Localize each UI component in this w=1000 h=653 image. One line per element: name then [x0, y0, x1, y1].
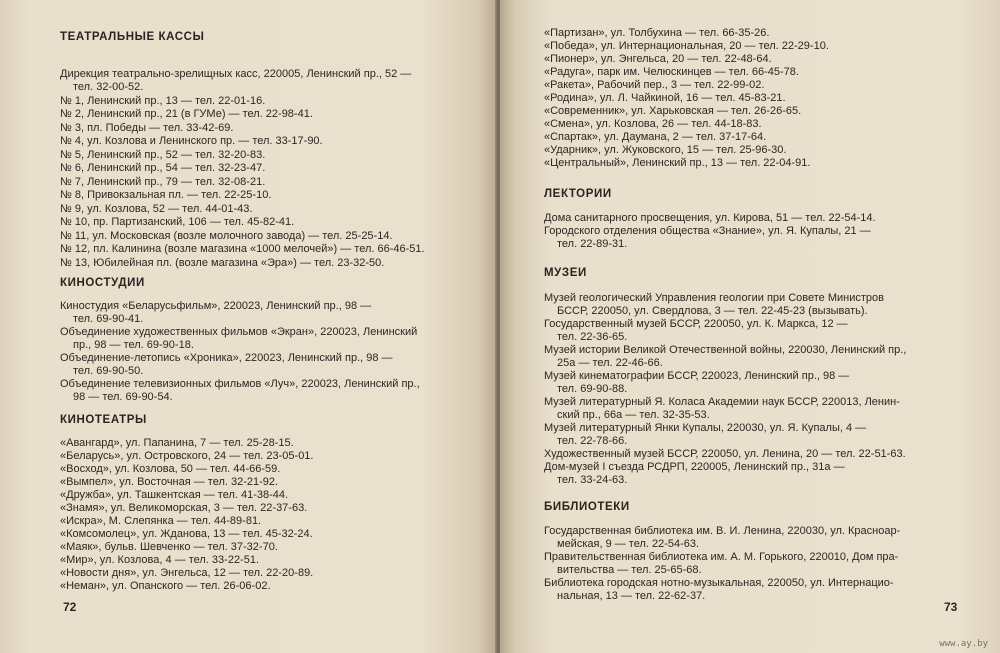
list-item: № 6, Ленинский пр., 54 — тел. 32-23-47. [60, 162, 266, 174]
list-item: «Радуга», парк им. Челюскинцев — тел. 66-45-78. [544, 66, 799, 78]
list-item: № 3, пл. Победы — тел. 33-42-69. [60, 122, 234, 134]
list-item: «Маяк», бульв. Шевченко — тел. 37-32-70. [60, 541, 278, 553]
list-item: «Авангард», ул. Папанина, 7 — тел. 25-28-15. [60, 437, 294, 449]
list-item: тел. 69-90-88. [557, 383, 628, 395]
list-item: «Партизан», ул. Толбухина — тел. 66-35-26. [544, 27, 770, 39]
list-item: Библиотека городская нотно-музыкальная, 220050, ул. Интернацио- [544, 577, 894, 589]
list-item: «Центральный», Ленинский пр., 13 — тел. 22-04-91. [544, 157, 811, 169]
list-item: «Новости дня», ул. Энгельса, 12 — тел. 22-20-89. [60, 567, 314, 579]
watermark: www.ay.by [939, 639, 988, 649]
right-page [500, 0, 1000, 653]
list-item: Правительственная библиотека им. А. М. Горького, 220010, Дом пра- [544, 551, 899, 563]
heading-film-studios: КИНОСТУДИИ [60, 277, 145, 289]
list-item: тел. 69-90-41. [73, 313, 144, 325]
page-number: 72 [63, 600, 77, 614]
list-item: № 1, Ленинский пр., 13 — тел. 22-01-16. [60, 95, 266, 107]
list-item: «Неман», ул. Опанского — тел. 26-06-02. [60, 580, 271, 592]
list-item: Музей литературный Янки Купалы, 220030, ул. Я. Купалы, 4 — [544, 422, 867, 434]
list-item: «Победа», ул. Интернациональная, 20 — тел. 22-29-10. [544, 40, 829, 52]
list-item: Дома санитарного просвещения, ул. Кирова, 51 — тел. 22-54-14. [544, 212, 876, 224]
list-item: 25а — тел. 22-46-66. [557, 357, 663, 369]
list-item: «Комсомолец», ул. Жданова, 13 — тел. 45-32-24. [60, 528, 313, 540]
list-item: Музей геологический Управления геологии при Совете Министров [544, 292, 884, 304]
list-item: тел. 22-36-65. [557, 331, 628, 343]
list-item: тел. 22-89-31. [557, 238, 628, 250]
page-number: 73 [944, 600, 958, 614]
list-item: № 7, Ленинский пр., 79 — тел. 32-08-21. [60, 176, 266, 188]
list-item: «Дружба», ул. Ташкентская — тел. 41-38-44. [60, 489, 289, 501]
list-item: ский пр., 66а — тел. 32-35-53. [557, 409, 710, 421]
list-item: Городского отделения общества «Знание», ул. Я. Купалы, 21 — [544, 225, 871, 237]
list-item: № 10, пр. Партизанский, 106 — тел. 45-82-41. [60, 216, 295, 228]
left-page [0, 0, 497, 653]
heading-museums: МУЗЕИ [544, 267, 587, 279]
list-item: «Родина», ул. Л. Чайкиной, 16 — тел. 45-83-21. [544, 92, 786, 104]
list-item: «Смена», ул. Козлова, 26 — тел. 44-18-83. [544, 118, 762, 130]
list-item: Объединение телевизионных фильмов «Луч», 220023, Ленинский пр., [60, 378, 420, 390]
list-item: № 2, Ленинский пр., 21 (в ГУМе) — тел. 22-98-41. [60, 108, 313, 120]
list-item: «Пионер», ул. Энгельса, 20 — тел. 22-48-64. [544, 53, 772, 65]
list-item: Музей литературный Я. Коласа Академии наук БССР, 220013, Ленин- [544, 396, 900, 408]
list-item: «Мир», ул. Козлова, 4 — тел. 33-22-51. [60, 554, 260, 566]
list-item: «Искра», М. Слепянка — тел. 44-89-81. [60, 515, 262, 527]
list-item: нальная, 13 — тел. 22-62-37. [557, 590, 706, 602]
list-item: «Ударник», ул. Жуковского, 15 — тел. 25-96-30. [544, 144, 787, 156]
list-item: «Спартак», ул. Даумана, 2 — тел. 37-17-64. [544, 131, 767, 143]
list-item: Музей истории Великой Отечественной войны, 220030, Ленинский пр., [544, 344, 907, 356]
list-item: Объединение художественных фильмов «Экран», 220023, Ленинский [60, 326, 418, 338]
list-item: «Современник», ул. Харьковская — тел. 26-26-65. [544, 105, 802, 117]
list-item: № 11, ул. Московская (возле молочного завода) — тел. 25-25-14. [60, 230, 393, 242]
list-item: № 8, Привокзальная пл. — тел. 22-25-10. [60, 189, 272, 201]
list-item: Объединение-летопись «Хроника», 220023, Ленинский пр., 98 — [60, 352, 393, 364]
heading-lecture-halls: ЛЕКТОРИИ [544, 188, 612, 200]
list-item: № 4, ул. Козлова и Ленинского пр. — тел. 33-17-90. [60, 135, 323, 147]
list-item: № 12, пл. Калинина (возле магазина «1000 мелочей») — тел. 66-46-51. [60, 243, 425, 255]
heading-cinemas: КИНОТЕАТРЫ [60, 414, 147, 426]
list-item: вительства — тел. 25-65-68. [557, 564, 702, 576]
list-item: тел. 33-24-63. [557, 474, 628, 486]
list-item: «Знамя», ул. Великоморская, 3 — тел. 22-37-63. [60, 502, 308, 514]
heading-theatre-ticket-offices: ТЕАТРАЛЬНЫЕ КАССЫ [60, 31, 205, 43]
list-item: Дом-музей I съезда РСДРП, 220005, Ленинский пр., 31а — [544, 461, 845, 473]
list-item: № 9, ул. Козлова, 52 — тел. 44-01-43. [60, 203, 253, 215]
list-item: 98 — тел. 69-90-54. [73, 391, 173, 403]
list-item: тел. 32-00-52. [73, 81, 144, 93]
list-item: № 13, Юбилейная пл. (возле магазина «Эра») — тел. 23-32-50. [60, 257, 385, 269]
list-item: Художественный музей БССР, 220050, ул. Ленина, 20 — тел. 22-51-63. [544, 448, 906, 460]
list-item: «Ракета», Рабочий пер., 3 — тел. 22-99-02. [544, 79, 765, 91]
list-item: «Восход», ул. Козлова, 50 — тел. 44-66-59. [60, 463, 281, 475]
list-item: Государственная библиотека им. В. И. Ленина, 220030, ул. Красноар- [544, 525, 901, 537]
list-item: тел. 69-90-50. [73, 365, 144, 377]
list-item: Музей кинематографии БССР, 220023, Ленинский пр., 98 — [544, 370, 850, 382]
list-item: БССР, 220050, ул. Свердлова, 3 — тел. 22-45-23 (вызывать). [557, 305, 868, 317]
list-item: Киностудия «Беларусьфильм», 220023, Ленинский пр., 98 — [60, 300, 372, 312]
list-item: Дирекция театрально-зрелищных касс, 220005, Ленинский пр., 52 — [60, 68, 412, 80]
heading-libraries: БИБЛИОТЕКИ [544, 501, 630, 513]
list-item: № 5, Ленинский пр., 52 — тел. 32-20-83. [60, 149, 266, 161]
list-item: тел. 22-78-66. [557, 435, 628, 447]
list-item: «Вымпел», ул. Восточная — тел. 32-21-92. [60, 476, 279, 488]
list-item: «Беларусь», ул. Островского, 24 — тел. 23-05-01. [60, 450, 314, 462]
list-item: пр., 98 — тел. 69-90-18. [73, 339, 194, 351]
list-item: Государственный музей БССР, 220050, ул. К. Маркса, 12 — [544, 318, 848, 330]
list-item: мейская, 9 — тел. 22-54-63. [557, 538, 700, 550]
